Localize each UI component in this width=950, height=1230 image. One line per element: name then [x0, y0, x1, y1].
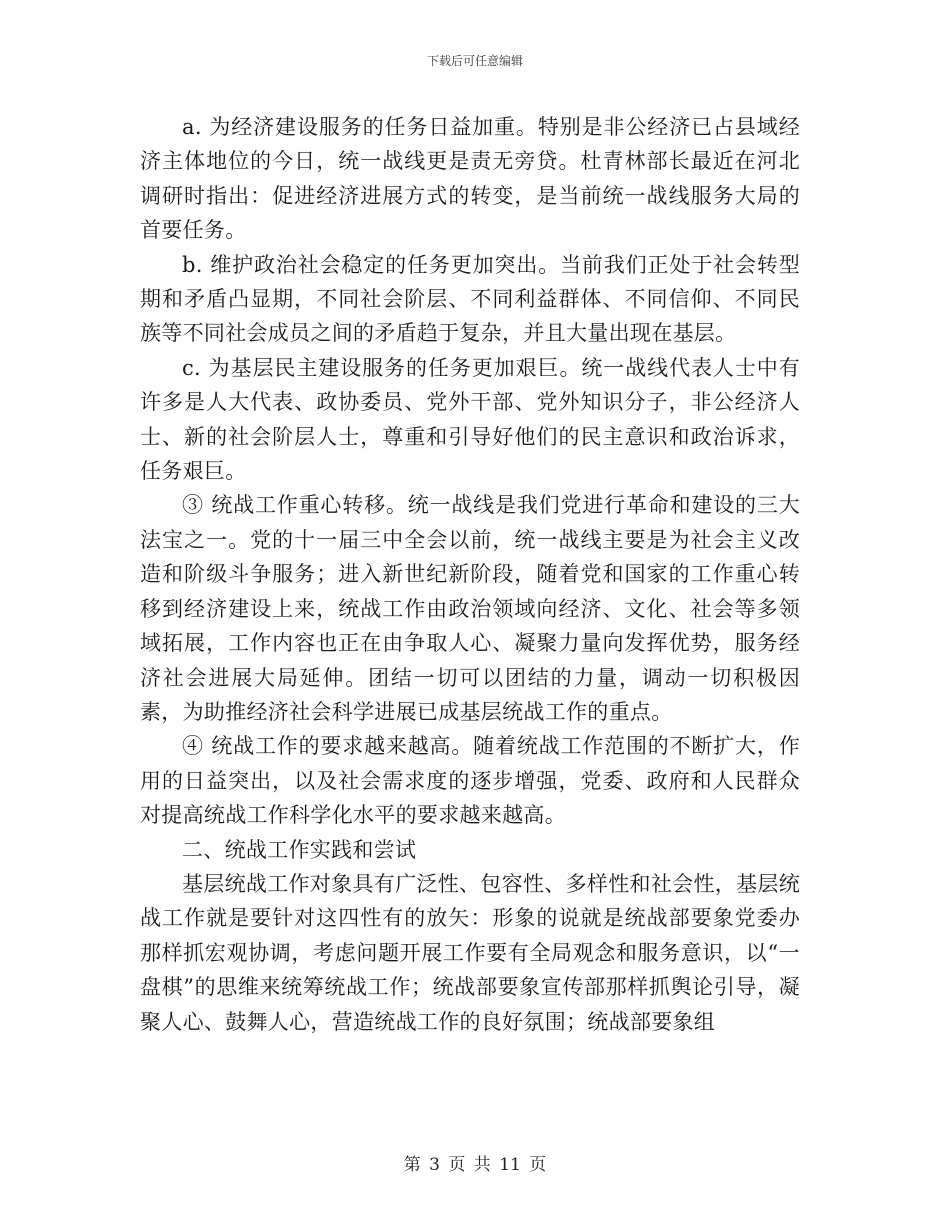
document-body: [140, 110, 800, 1039]
section-heading: 二、统战工作实践和尝试: [182, 837, 417, 862]
paragraph-a: a. 为经济建设服务的任务日益加重。特别是非公经济已占县域经济主体地位的今日，统一战线更是责无旁贷。杜青林部长最近在河北调研时指出：促进经济进展方式的转变，是当前统一战线服务大局的首要任务。: [140, 115, 800, 243]
paragraph-c: c. 为基层民主建设服务的任务更加艰巨。统一战线代表人士中有许多是人大代表、政协委员、党外干部、党外知识分子，非公经济人士、新的社会阶层人士，尊重和引导好他们的民主意识和政治诉求，任务艰巨。: [140, 355, 800, 484]
paragraph-4: ④ 统战工作的要求越来越高。随着统战工作范围的不断扩大，作用的日益突出，以及社会需求度的逐步增强，党委、政府和人民群众对提高统战工作科学化水平的要求越来越高。: [140, 734, 800, 828]
paragraph-3: ③ 统战工作重心转移。统一战线是我们党进行革命和建设的三大法宝之一。党的十一届三中全会以前，统一战线主要是为社会主义改造和阶级斗争服务；进入新世纪新阶段，随着党和国家的工作重心转移到经济建设上来，统战工作由政治领域向经济、文化、社会等多领域拓展，工作内容也正在由争取人心、凝聚力量向发挥优势，服务经济社会进展大局延伸。团结一切可以团结的力量，调动一切积极因素，为助推经济社会科学进展已成基层统战工作的重点。: [140, 493, 800, 724]
page-footer: 第 3 页 共 11 页: [403, 1155, 547, 1175]
page-header: 下载后可任意编辑: [426, 54, 523, 68]
paragraph-b: b. 维护政治社会稳定的任务更加突出。当前我们正处于社会转型期和矛盾凸显期，不同社会阶层、不同利益群体、不同信仰、不同民族等不同社会成员之间的矛盾趋于复杂，并且大量出现在基层。: [140, 252, 800, 346]
paragraph-section-2: 基层统战工作对象具有广泛性、包容性、多样性和社会性，基层统战工作就是要针对这四性有的放矢：形象的说就是统战部要象党委办那样抓宏观协调，考虑问题开展工作要有全局观念和服务意识，以“一盘棋”的思维来统筹统战工作；统战部要象宣传部那样抓舆论引导，凝聚人心、鼓舞人心，营造统战工作的良好氛围；统战部要象组: [140, 871, 800, 1034]
